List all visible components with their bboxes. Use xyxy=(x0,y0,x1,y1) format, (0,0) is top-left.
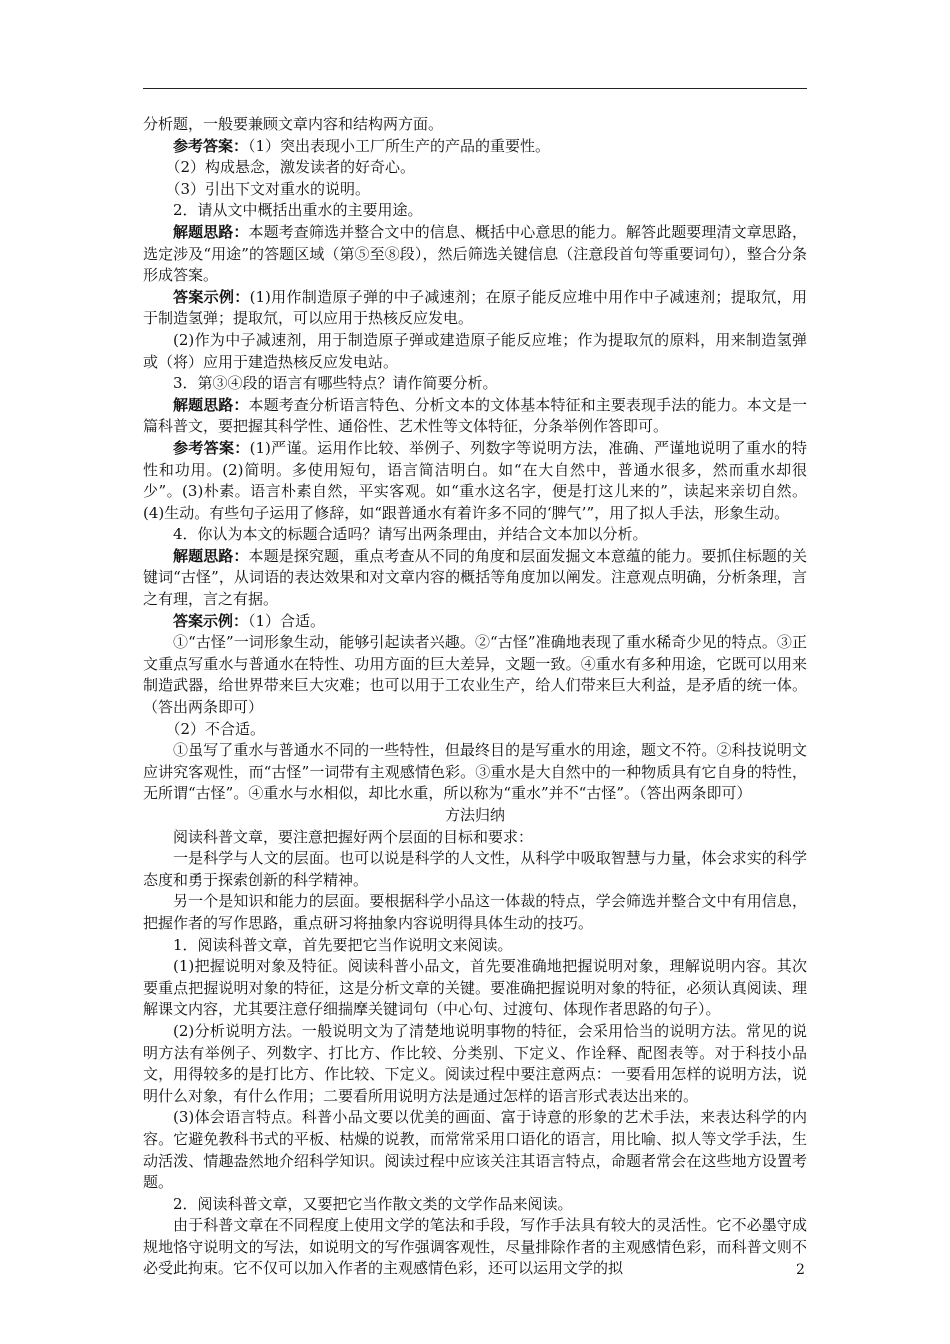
paragraph-text: (1)把握说明对象及特征。阅读科普小品文，首先要准确地把握说明对象，理解说明内容。其次要重点把握说明对象的特征，这是分析文章的关键。要准确把握说明对象的特征，必须认真阅读、理解课文内容，尤其要注意仔细揣摩关键词句（中心句、过渡句、体现作者思路的句子）。 xyxy=(143,957,807,1019)
paragraph-text: (1)严谨。运用作比较、举例子、列数字等说明方法，准确、严谨地说明了重水的特性和功用。(2)简明。多使用短句，语言简洁明白。如“在大自然中，普通水很多，然而重水却很少”。(3)朴素。语言朴素自然，平实客观。如“重水这名字，便是打这儿来的”，读起来亲切自然。(4)生动。有些句子运用了修辞，如“跟普通水有着许多不同的‘脾气’”，用了拟人手法，形象生动。 xyxy=(143,438,807,522)
paragraph-text: （1）合适。 xyxy=(248,611,326,630)
paragraph xyxy=(143,395,807,438)
paragraph xyxy=(143,827,807,849)
paragraph xyxy=(143,1194,807,1216)
paragraph-text: (3)体会语言特点。科普小品文要以优美的画面、富于诗意的形象的艺术手法，来表达科学的内容。它避免教科书式的平板、枯燥的说教，而常常采用口语化的语言，用比喻、拟人等文学手法，生动活泼、情趣盎然地介绍科学知识。阅读过程中应该关注其语言特点，命题者常会在这些地方设置考题。 xyxy=(143,1108,807,1192)
header-rule xyxy=(143,88,807,89)
paragraph-text: 由于科普文章在不同程度上使用文学的笔法和手段，写作手法具有较大的灵活性。它不必墨守成规地恪守说明文的写法，如说明文的写作强调客观性，尽量排除作者的主观感情色彩，而科普文则不必受此拘束。它不仅可以加入作者的主观感情色彩，还可以运用文学的拟 xyxy=(143,1216,807,1278)
paragraph-text: 本题考查筛选并整合文中的信息、概括中心意思的能力。解答此题要理清文章思路，选定涉及“用途”的答题区域（第⑤至⑧段），然后筛选关键信息（注意段首句等重要词句），整合分条形成答案。 xyxy=(143,222,807,285)
paragraph-text: 一是科学与人文的层面。也可以说是科学的人文性，从科学中吸取智慧与力量，体会求实的科学态度和勇于探索创新的科学精神。 xyxy=(143,849,807,889)
document-body xyxy=(143,114,807,1280)
paragraph-text: ①虽写了重水与普通水不同的一些特性，但最终目的是写重水的用途，题文不符。②科技说明文应讲究客观性，而“古怪”一词带有主观感情色彩。③重水是大自然中的一种物质具有它自身的特性，无所谓“古怪”。④重水与水相似，却比水重，所以称为“重水”并不“古怪”。（答出两条即可） xyxy=(143,741,807,803)
paragraph xyxy=(143,157,807,179)
paragraph xyxy=(143,136,807,158)
paragraph xyxy=(143,546,807,611)
paragraph-label: 解题思路： xyxy=(173,395,249,414)
paragraph-text: 1．阅读科普文章，首先要把它当作说明文来阅读。 xyxy=(173,935,513,954)
paragraph-text: 分析题，一般要兼顾文章内容和结构两方面。 xyxy=(143,115,444,133)
paragraph xyxy=(143,611,807,633)
paragraph xyxy=(143,524,807,546)
paragraph xyxy=(143,935,807,957)
paragraph-text: 阅读科普文章，要注意把握好两个层面的目标和要求： xyxy=(173,827,534,846)
paragraph-text: 本题是探究题，重点考查从不同的角度和层面发掘文本意蕴的能力。要抓住标题的关键词“古怪”，从词语的表达效果和对文章内容的概括等角度加以阐发。注意观点明确，分析条理，言之有理，言之有据。 xyxy=(143,546,807,609)
paragraph-text: 本题考查分析语言特色、分析文本的文体基本特征和主要表现手法的能力。本文是一篇科普文，要把握其科学性、通俗性、艺术性等文体特征，分条举例作答即可。 xyxy=(143,395,807,436)
paragraph xyxy=(143,848,807,891)
paragraph xyxy=(143,891,807,934)
paragraph-text: （1）突出表现小工厂所生产的产品的重要性。 xyxy=(248,136,551,155)
paragraph-text: 2．阅读科普文章，又要把它当作散文类的文学作品来阅读。 xyxy=(173,1194,573,1213)
paragraph xyxy=(143,287,807,330)
paragraph xyxy=(143,222,807,287)
page-number: 2 xyxy=(796,1262,805,1278)
paragraph-label: 答案示例： xyxy=(173,287,250,306)
paragraph-label: 参考答案： xyxy=(173,438,250,457)
paragraph xyxy=(143,330,807,373)
paragraph-text: 另一个是知识和能力的层面。要根据科学小品这一体裁的特点，学会筛选并整合文中有用信息，把握作者的写作思路，重点研习将抽象内容说明得具体生动的技巧。 xyxy=(143,892,807,932)
paragraph-text: 2．请从文中概括出重水的主要用途。 xyxy=(173,201,423,220)
paragraph xyxy=(143,114,807,136)
paragraph xyxy=(143,956,807,1021)
paragraph xyxy=(143,373,807,395)
paragraph-text: 4．你认为本文的标题合适吗？请写出两条理由，并结合文本加以分析。 xyxy=(173,525,648,544)
paragraph-text: （2）不合适。 xyxy=(165,719,266,738)
paragraph xyxy=(143,719,807,741)
paragraph-label: 参考答案： xyxy=(173,136,249,155)
paragraph-text: 3．第③④段的语言有哪些特点？请作简要分析。 xyxy=(173,374,498,393)
paragraph-text: (2)作为中子减速剂，用于制造原子弹或建造原子能反应堆；作为提取氘的原料，用来制造氢弹或（将）应用于建造热核反应发电站。 xyxy=(143,330,807,371)
paragraph xyxy=(143,438,807,524)
paragraph-text: (2)分析说明方法。一般说明文为了清楚地说明事物的特征，会采用恰当的说明方法。常见的说明方法有举例子、列数字、打比方、作比较、分类别、下定义、作诠释、配图表等。对于科技小品文，用得较多的是打比方、作比较、下定义。阅读过程中要注意两点：一要看用怎样的说明方法，说明什么对象，有什么作用；二要看所用说明方法是通过怎样的语言形式表达出来的。 xyxy=(143,1021,807,1105)
paragraph xyxy=(143,200,807,222)
paragraph-text: (1)用作制造原子弹的中子减速剂；在原子能反应堆中用作中子减速剂；提取氘，用于制造氢弹；提取氘，可以应用于热核反应发电。 xyxy=(143,287,807,328)
paragraph xyxy=(143,632,807,718)
paragraph-text: （3）引出下文对重水的说明。 xyxy=(165,179,371,198)
paragraph xyxy=(143,1215,807,1280)
paragraph-label: 解题思路： xyxy=(173,546,249,565)
section-heading xyxy=(143,805,807,827)
paragraph-label: 解题思路： xyxy=(173,222,249,241)
paragraph-label: 答案示例： xyxy=(173,611,249,630)
paragraph xyxy=(143,179,807,201)
paragraph-text: ①“古怪”一词形象生动，能够引起读者兴趣。②“古怪”准确地表现了重水稀奇少见的特点。③正文重点写重水与普通水在特性、功用方面的巨大差异，文题一致。④重水有多种用途，它既可以用来制造武器，给世界带来巨大灾难；也可以用于工农业生产，给人们带来巨大利益，是矛盾的统一体。（答出两条即可） xyxy=(143,633,807,717)
section-heading-text: 方法归纳 xyxy=(444,806,505,824)
paragraph-text: （2）构成悬念，激发读者的好奇心。 xyxy=(165,158,416,177)
paragraph xyxy=(143,1107,807,1193)
paragraph xyxy=(143,740,807,805)
paragraph xyxy=(143,1021,807,1107)
